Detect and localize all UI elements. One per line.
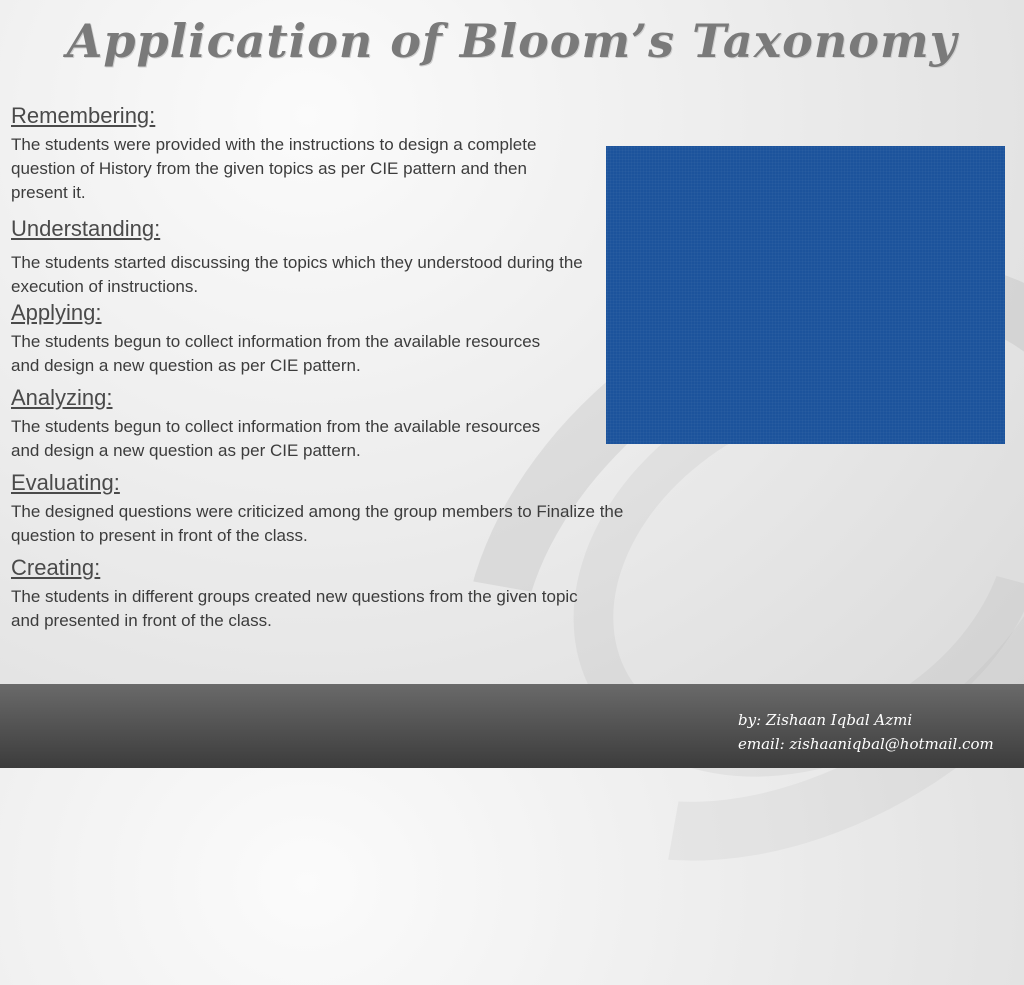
author-email: email: zishaaniqbal@hotmail.com — [738, 735, 994, 753]
section-heading: Creating: — [11, 555, 101, 580]
section-remembering — [11, 102, 631, 205]
author-credit — [738, 708, 1018, 756]
section-text: The students begun to collect information from the available resources and design a new question as per CIE pattern. — [11, 417, 541, 460]
section-text: The designed questions were criticized among the group members to Finalize the question to present in front of the class. — [11, 502, 624, 545]
section-heading: Understanding: — [11, 216, 161, 241]
section-creating — [11, 554, 631, 633]
section-text: The students started discussing the topics which they understood during the execution of instructions. — [11, 253, 583, 296]
section-heading: Evaluating: — [11, 470, 120, 495]
section-text: The students begun to collect information from the available resources and design a new question as per CIE pattern. — [11, 332, 541, 375]
slide-title: Application of Bloom’s Taxonomy — [66, 14, 958, 68]
section-heading: Remembering: — [11, 103, 156, 128]
author-name: by: Zishaan Iqbal Azmi — [738, 711, 913, 729]
section-heading: Applying: — [11, 300, 102, 325]
content-area — [11, 102, 631, 633]
section-applying — [11, 299, 631, 378]
section-heading: Analyzing: — [11, 385, 113, 410]
section-text: The students in different groups created new questions from the given topic and presented in front of the class. — [11, 587, 578, 630]
section-evaluating — [11, 469, 631, 548]
blue-image-panel — [606, 146, 1005, 444]
section-analyzing — [11, 384, 631, 463]
section-understanding — [11, 215, 631, 299]
section-text: The students were provided with the instructions to design a complete question of History from the given topics as per CIE pattern and then present it. — [11, 135, 537, 202]
